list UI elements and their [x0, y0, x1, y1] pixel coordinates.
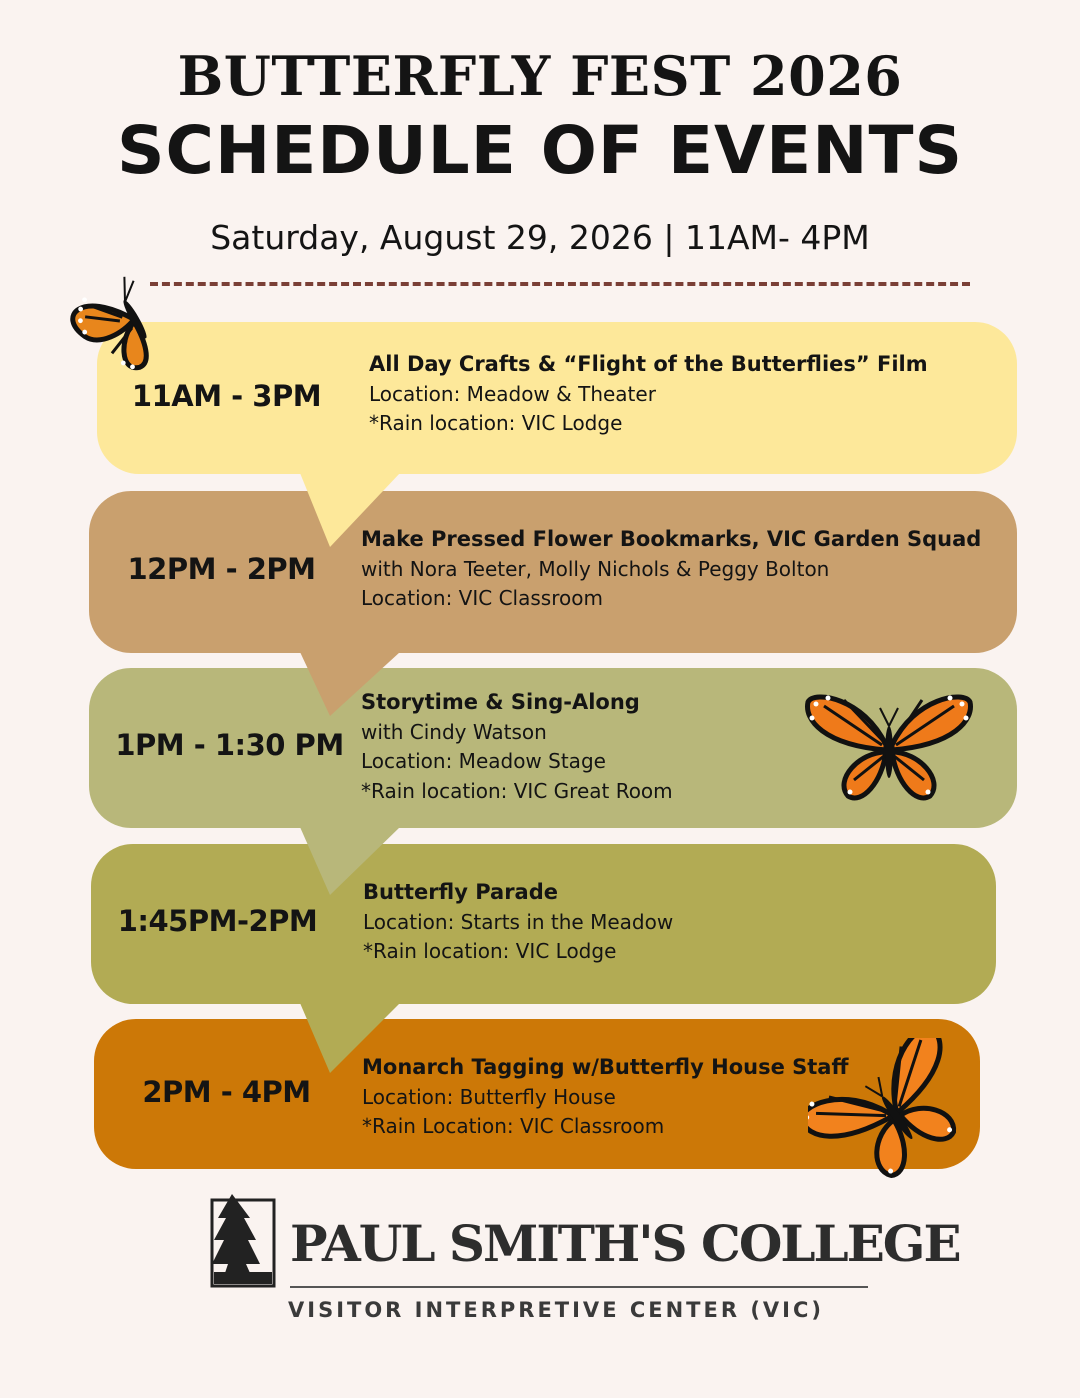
event-time: 2PM - 4PM	[142, 1075, 311, 1109]
event-rain-location: *Rain location: VIC Lodge	[369, 411, 623, 435]
card-1-pointer	[300, 473, 400, 547]
event-location: Location: VIC Classroom	[361, 586, 603, 610]
event-title-text: Storytime & Sing-Along	[361, 690, 640, 714]
event-title-text: Make Pressed Flower Bookmarks, VIC Garden Squad	[361, 527, 982, 551]
event-card-1	[97, 322, 1017, 474]
event-time: 1:45PM-2PM	[117, 904, 318, 938]
monarch-butterfly-icon	[808, 1038, 983, 1193]
card-4-pointer	[300, 1003, 400, 1073]
event-rain-location: *Rain location: VIC Lodge	[363, 939, 617, 963]
monarch-butterfly-icon	[70, 248, 195, 380]
event-time: 1PM - 1:30 PM	[115, 728, 344, 762]
event-time: 12PM - 2PM	[127, 552, 316, 586]
monarch-butterfly-icon	[804, 690, 974, 805]
event-rain-location: *Rain location: VIC Great Room	[361, 778, 673, 803]
event-title-text: Monarch Tagging w/Butterfly House Staff	[362, 1055, 849, 1079]
schedule-heading: SCHEDULE OF EVENTS	[117, 112, 963, 189]
college-name: PAUL SMITH'S COLLEGE	[290, 1214, 960, 1273]
event-location: Location: Meadow & Theater	[369, 381, 656, 406]
pine-tree-logo-icon	[210, 1192, 276, 1290]
event-title-text: All Day Crafts & “Flight of the Butterflies” Film	[369, 352, 928, 376]
event-title-text: Butterfly Parade	[363, 880, 558, 904]
event-card-2	[89, 491, 1017, 653]
event-location: Location: Butterfly House	[362, 1084, 616, 1109]
event-location: Location: Meadow Stage	[361, 749, 606, 773]
center-name: VISITOR INTERPRETIVE CENTER (VIC)	[288, 1298, 825, 1322]
event-time: 11AM - 3PM	[131, 379, 322, 413]
event-rain-location: *Rain Location: VIC Classroom	[362, 1114, 665, 1138]
event-date-time: Saturday, August 29, 2026 | 11AM- 4PM	[210, 218, 870, 257]
event-card-4	[91, 844, 996, 1004]
logo-divider	[290, 1286, 868, 1288]
college-logo	[210, 1192, 960, 1332]
card-2-pointer	[300, 652, 400, 716]
event-location: Location: Starts in the Meadow	[363, 909, 674, 934]
dashed-divider	[150, 282, 970, 286]
event-presenters: with Nora Teeter, Molly Nichols & Peggy Bolton	[361, 556, 830, 581]
event-presenters: with Cindy Watson	[361, 719, 547, 744]
event-title: BUTTERFLY FEST 2026	[177, 44, 903, 108]
card-3-pointer	[300, 827, 400, 895]
